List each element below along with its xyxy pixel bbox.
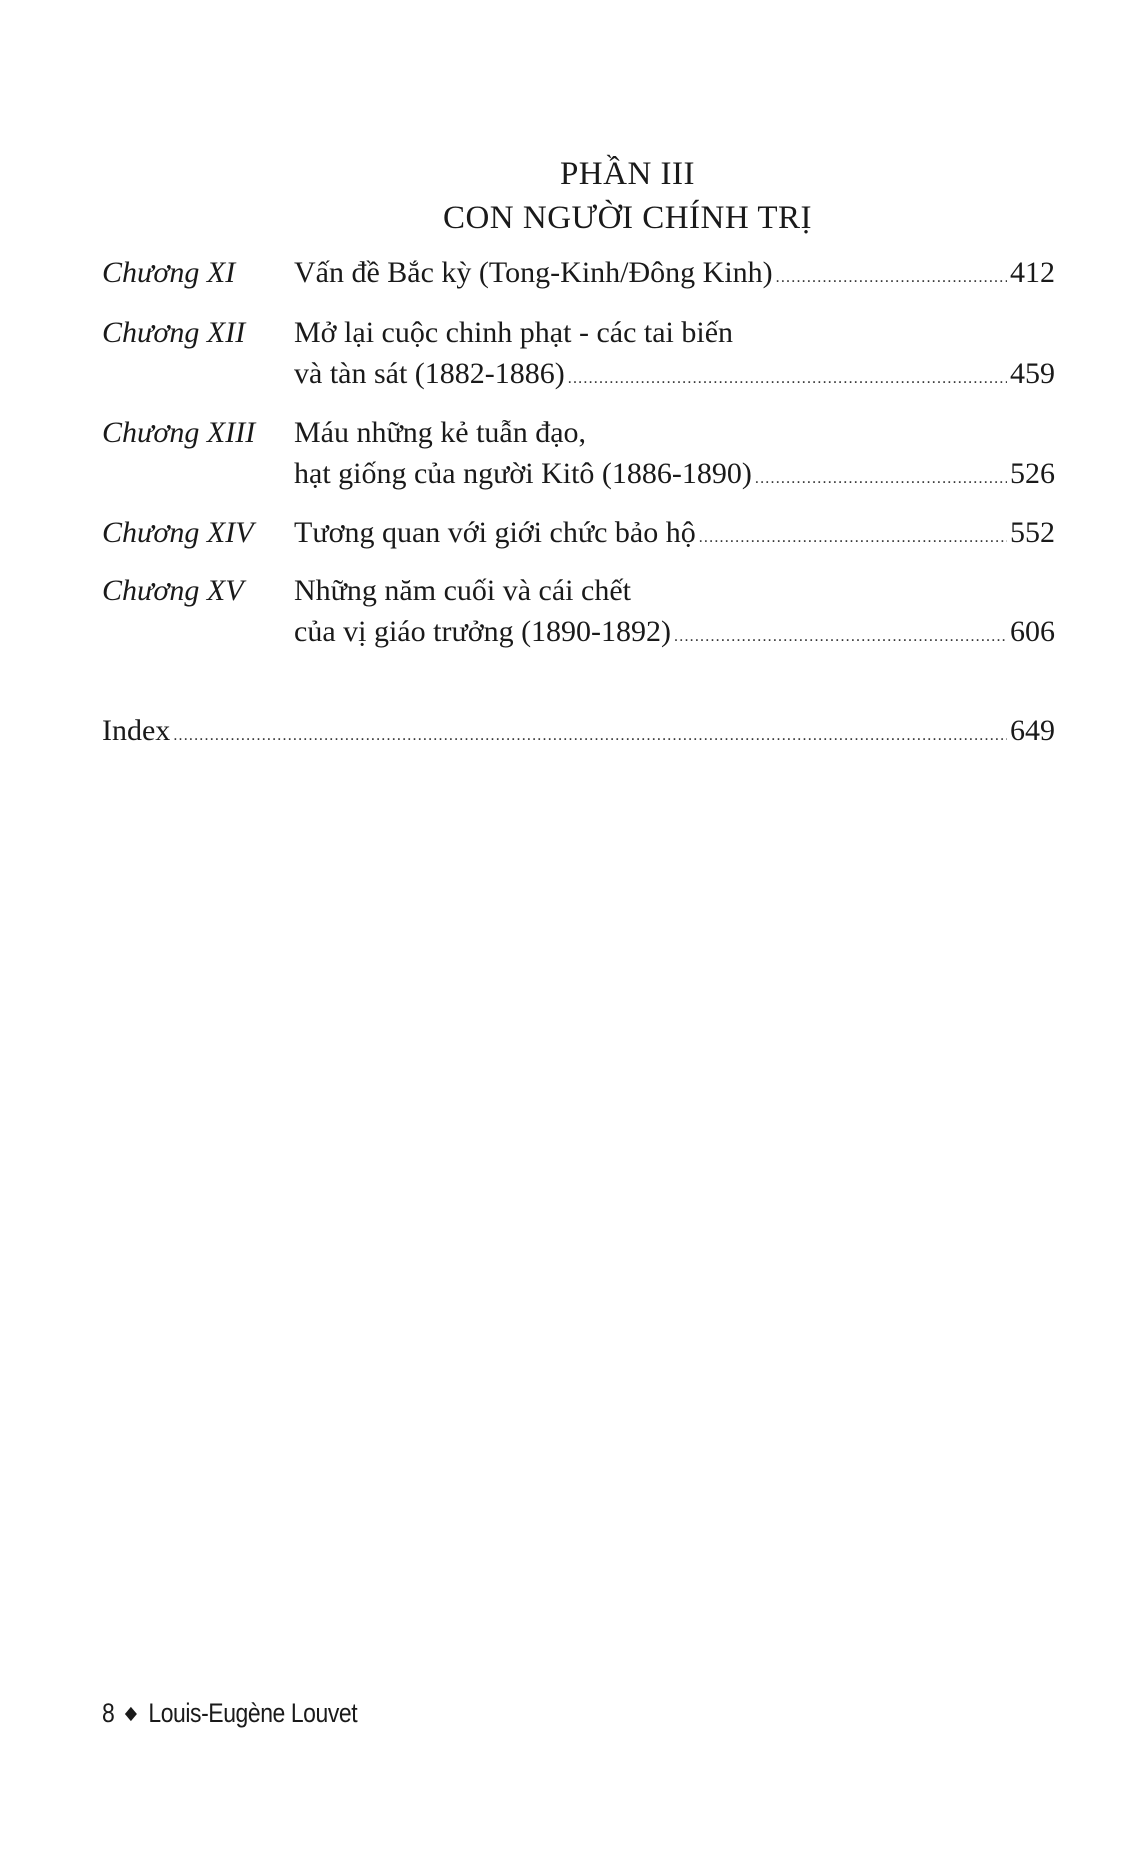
chapter-label: Chương XII [102, 316, 246, 349]
index-label: Index [102, 714, 171, 747]
part-label: PHẦN III [559, 156, 696, 192]
dot-leader [755, 471, 1007, 487]
chapter-label: Chương XIV [102, 516, 254, 549]
toc-entry-index[interactable] [102, 716, 1055, 746]
chapter-title: và tàn sát (1882-1886) [294, 357, 565, 390]
chapter-label: Chương XIII [102, 416, 256, 449]
chapter-title: Những năm cuối và cái chết [294, 574, 631, 607]
page-footer [102, 1700, 357, 1727]
dot-leader [699, 530, 1007, 546]
page-number: 552 [1010, 516, 1055, 549]
toc-line [294, 318, 1055, 348]
page-number: 412 [1010, 256, 1055, 289]
page-number: 459 [1010, 357, 1055, 390]
chapter-title: Tương quan với giới chức bảo hộ [294, 516, 696, 549]
chapter-title: hạt giống của người Kitô (1886-1890) [294, 457, 752, 490]
toc-line [294, 418, 1055, 448]
dot-leader [568, 371, 1007, 387]
dot-leader [776, 270, 1007, 286]
footer-author: Louis-Eugène Louvet [148, 1698, 358, 1728]
toc-line [294, 576, 1055, 606]
chapter-title: của vị giáo trưởng (1890-1892) [294, 615, 672, 648]
toc-line [294, 518, 1055, 548]
chapter-title: Mở lại cuộc chinh phạt - các tai biến [294, 316, 734, 349]
page-number: 526 [1010, 457, 1055, 490]
toc-line [294, 617, 1055, 647]
dot-leader [674, 629, 1007, 645]
toc-line [294, 258, 1055, 288]
chapter-title: Máu những kẻ tuẫn đạo, [294, 416, 587, 449]
page-number: 606 [1010, 615, 1055, 648]
toc-line [294, 359, 1055, 389]
page-number: 649 [1010, 714, 1055, 747]
chapter-label: Chương XI [102, 256, 236, 289]
toc-line [294, 459, 1055, 489]
dot-leader [173, 728, 1007, 744]
part-title: CON NGƯỜI CHÍNH TRỊ [442, 200, 813, 236]
diamond-separator-icon [124, 1706, 136, 1720]
chapter-label: Chương XV [102, 574, 244, 607]
footer-page-number: 8 [102, 1698, 115, 1728]
chapter-title: Vấn đề Bắc kỳ (Tong-Kinh/Đông Kinh) [294, 256, 773, 289]
